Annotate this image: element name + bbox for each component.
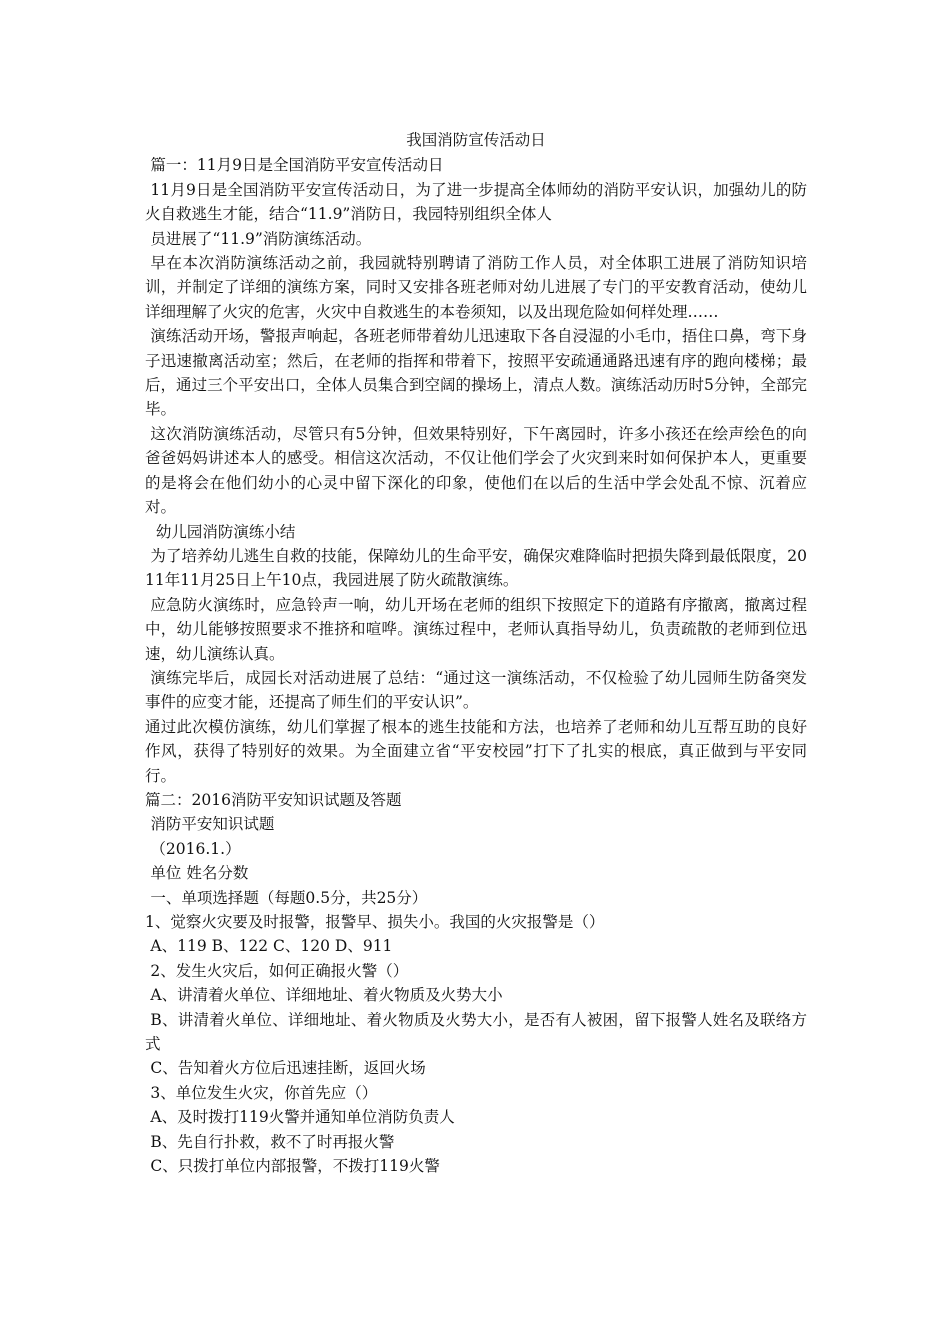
question-section-heading: 一、单项选择题（每题0.5分，共25分）	[150, 888, 428, 907]
paragraph: 应急防火演练时，应急铃声一响，幼儿开场在老师的组织下按照定下的道路有序撤离，撤离过程中，幼儿能够按照要求不推挤和喧哗。演练过程中，老师认真指导幼儿，负责疏散的老师到位迅速，幼儿演练认真。	[145, 595, 807, 663]
paragraph: 员进展了“11.9”消防演练活动。	[150, 229, 372, 248]
question: 1、觉察火灾要及时报警，报警早、损失小。我国的火灾报警是（）	[145, 913, 605, 931]
subheading: 消防平安知识试题	[150, 815, 275, 834]
answer-option: A、及时拨打119火警并通知单位消防负责人	[150, 1108, 455, 1127]
document-title: 我国消防宣传活动日	[406, 131, 546, 149]
answer-option: C、告知着火方位后迅速挂断，返回火场	[150, 1059, 426, 1078]
paragraph: 11月9日是全国消防平安宣传活动日，为了进一步提高全体师幼的消防平安认识，加强幼儿的防火自救逃生才能，结合“11.9”消防日，我园特别组织全体人	[145, 180, 807, 224]
section-heading: 篇一：11月9日是全国消防平安宣传活动日	[150, 156, 444, 175]
date-line: （2016.1.）	[150, 839, 241, 858]
answer-option: B、讲清着火单位、详细地址、着火物质及火势大小，是否有人被困，留下报警人姓名及联络方式	[145, 1010, 807, 1054]
subheading: 幼儿园消防演练小结	[155, 522, 296, 541]
paragraph: 演练活动开场，警报声响起，各班老师带着幼儿迅速取下各自浸湿的小毛巾，捂住口鼻，弯下身子迅速撤离活动室；然后，在老师的指挥和带着下，按照平安疏通通路迅速有序的跑向楼梯；最后，通过三个平安出口，全体人员集合到空阔的操场上，清点人数。演练活动历时5分钟，全部完毕。	[145, 327, 807, 419]
paragraph: 早在本次消防演练活动之前，我园就特别聘请了消防工作人员，对全体职工进展了消防知识培训，并制定了详细的演练方案，同时又安排各班老师对幼儿进展了专门的平安教育活动，使幼儿详细理解了火灾的危害，火灾中自救逃生的本卷须知，以及出现危险如何样处理……	[145, 254, 807, 321]
document-body	[145, 128, 807, 1178]
answer-option: B、先自行扑救，救不了时再报火警	[150, 1132, 395, 1151]
paragraph: 通过此次模仿演练，幼儿们掌握了根本的逃生技能和方法，也培养了老师和幼儿互帮互助的良好作风，获得了特别好的效果。为全面建立省“平安校园”打下了扎实的根底，真正做到与平安同行。	[145, 717, 807, 785]
answer-option: A、119 B、122 C、120 D、911	[150, 937, 393, 956]
info-line: 单位 姓名分数	[150, 864, 249, 883]
question: 2、发生火灾后，如何正确报火警（）	[150, 961, 409, 980]
answer-option: C、只拨打单位内部报警，不拨打119火警	[150, 1157, 440, 1176]
section-heading: 篇二：2016消防平安知识试题及答题	[145, 790, 402, 809]
paragraph: 为了培养幼儿逃生自救的技能，保障幼儿的生命平安，确保灾难降临时把损失降到最低限度，2011年11月25日上午10点，我园进展了防火疏散演练。	[145, 546, 807, 590]
question: 3、单位发生火灾，你首先应（）	[150, 1083, 378, 1102]
paragraph: 这次消防演练活动，尽管只有5分钟，但效果特别好，下午离园时，许多小孩还在绘声绘色的向爸爸妈妈讲述本人的感受。相信这次活动，不仅让他们学会了火灾到来时如何保护本人，更重要的是将会在他们幼小的心灵中留下深化的印象，使他们在以后的生活中学会处乱不惊、沉着应对。	[145, 424, 807, 517]
answer-option: A、讲清着火单位、详细地址、着火物质及火势大小	[150, 986, 503, 1005]
paragraph: 演练完毕后，成园长对活动进展了总结：“通过这一演练活动，不仅检验了幼儿园师生防备突发事件的应变才能，还提高了师生们的平安认识”。	[145, 668, 807, 712]
